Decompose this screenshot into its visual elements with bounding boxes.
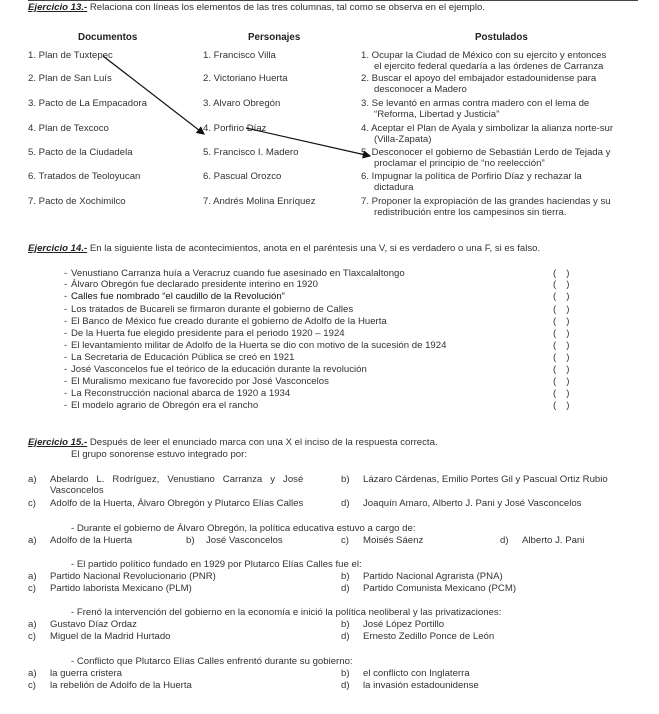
documento-2: 2. Plan de San Luís: [28, 73, 112, 84]
header-documentos: Documentos: [78, 32, 138, 43]
q1-stem: El grupo sonorense estuvo integrado por:: [71, 449, 247, 460]
ex14-item-4: -: [64, 304, 68, 315]
q1-option-b[interactable]: Lázaro Cárdenas, Emilio Portes Gil y Pascual Ortiz Rubio: [363, 474, 608, 485]
q4-d-letter: d): [341, 631, 350, 642]
answer-box-4[interactable]: ( ): [553, 304, 570, 315]
ex14-item-3: -: [64, 291, 68, 302]
arrow-doc1-to-pers4: [103, 56, 204, 134]
answer-box-8[interactable]: ( ): [553, 352, 570, 363]
q5-option-b[interactable]: el conflicto con Inglaterra: [363, 668, 470, 679]
ex14-item-7: -: [64, 340, 68, 351]
ex14-item-5: -: [64, 316, 68, 327]
personaje-5: 5. Francisco I. Madero: [203, 147, 299, 158]
q4-stem: - Frenó la intervención del gobierno en la economía e inició la política neoliberal y las privatizaciones:: [71, 607, 502, 618]
ex13-instruction: Relaciona con líneas los elementos de las tres columnas, tal como se observa en el ejemplo.: [87, 2, 486, 13]
q3-c-letter: c): [28, 583, 36, 594]
answer-box-11[interactable]: ( ): [553, 388, 570, 399]
q2-b-letter: b): [186, 535, 195, 546]
q2-d-letter: d): [500, 535, 509, 546]
q1-a-letter: a): [28, 474, 37, 485]
postulado-5-line-1: 5. Desconocer el gobierno de Sebastián Lerdo de Tejada y: [361, 147, 611, 158]
q5-stem: - Conflicto que Plutarco Elías Calles enfrentó durante su gobierno:: [71, 656, 353, 667]
ex14-item-3-text: Calles fue nombrado “el caudillo de la Revolución”: [71, 291, 285, 302]
q1-b-letter: b): [341, 474, 350, 485]
answer-box-5[interactable]: ( ): [553, 316, 570, 327]
q4-option-b[interactable]: José López Portillo: [363, 619, 445, 630]
example-arrows: [0, 0, 659, 240]
q1-option-a-cont: Vasconcelos: [50, 485, 104, 496]
q2-a-letter: a): [28, 535, 37, 546]
answer-box-2[interactable]: ( ): [553, 279, 570, 290]
personaje-6: 6. Pascual Orozco: [203, 171, 282, 182]
q1-d-letter: d): [341, 498, 350, 509]
ex14-item-10: -: [64, 376, 68, 387]
q5-a-letter: a): [28, 668, 37, 679]
q5-option-a[interactable]: la guerra cristera: [50, 668, 122, 679]
personaje-3: 3. Alvaro Obregón: [203, 98, 281, 109]
ex14-item-2-text: Álvaro Obregón fue declarado presidente interino en 1920: [71, 279, 318, 290]
ex14-item-12-text: El modelo agrario de Obregón era el rancho: [71, 400, 259, 411]
documento-5: 5. Pacto de la Ciudadela: [28, 147, 133, 158]
ex14-item-7-text: El levantamiento militar de Adolfo de la Huerta se dio con motivo de la sucesión de 1924: [71, 340, 447, 351]
q2-option-d[interactable]: Alberto J. Pani: [522, 535, 585, 546]
postulado-7-line-1: 7. Proponer la expropiación de las grandes haciendas y su: [361, 196, 611, 207]
ex14-item-11: -: [64, 388, 68, 399]
postulado-2-line-2: desconocer a Madero: [374, 84, 467, 95]
ex14-item-9: -: [64, 364, 68, 375]
personaje-7: 7. Andrés Molina Enríquez: [203, 196, 316, 207]
postulado-4-line-2: (Villa-Zapata): [374, 134, 432, 145]
answer-box-12[interactable]: ( ): [553, 400, 570, 411]
ex14-item-6-text: De la Huerta fue elegido presidente para el periodo 1920 – 1924: [71, 328, 345, 339]
arrow-pers4-to-post5: [246, 128, 370, 156]
answer-box-10[interactable]: ( ): [553, 376, 570, 387]
personaje-2: 2. Victoriano Huerta: [203, 73, 288, 84]
q2-c-letter: c): [341, 535, 349, 546]
documento-1: 1. Plan de Tuxtepec: [28, 50, 113, 61]
ex14-item-11-text: La Reconstrucción nacional abarca de 1920 a 1934: [71, 388, 291, 399]
postulado-7-line-2: redistribución entre los campesinos sin tierra.: [374, 207, 567, 218]
answer-box-6[interactable]: ( ): [553, 328, 570, 339]
answer-box-7[interactable]: ( ): [553, 340, 570, 351]
answer-box-3[interactable]: ( ): [553, 291, 570, 302]
q3-stem: - El partido político fundado en 1929 por Plutarco Elías Calles fue el:: [71, 559, 362, 570]
q2-option-c[interactable]: Moisés Sáenz: [363, 535, 424, 546]
postulado-3-line-1: 3. Se levantó en armas contra madero con el lema de: [361, 98, 590, 109]
ex14-item-5-text: El Banco de México fue creado durante el gobierno de Adolfo de la Huerta: [71, 316, 387, 327]
postulado-2-line-1: 2. Buscar el apoyo del embajador estadounidense para: [361, 73, 597, 84]
ex14-item-12: -: [64, 400, 68, 411]
postulado-6-line-1: 6. Impugnar la política de Porfirio Díaz y rechazar la: [361, 171, 582, 182]
header-postulados: Postulados: [475, 32, 528, 43]
ex15-label: Ejercicio 15.-: [28, 437, 88, 448]
q4-b-letter: b): [341, 619, 350, 630]
q3-option-c[interactable]: Partido laborista Mexicano (PLM): [50, 583, 192, 594]
q5-b-letter: b): [341, 668, 350, 679]
documento-3: 3. Pacto de La Empacadora: [28, 98, 147, 109]
q4-option-c[interactable]: Miguel de la Madrid Hurtado: [50, 631, 171, 642]
documento-4: 4. Plan de Texcoco: [28, 123, 109, 134]
q5-d-letter: d): [341, 680, 350, 691]
postulado-1-line-2: el ejercito federal quedaría a las órdenes de Carranza: [374, 61, 604, 72]
postulado-3-line-2: “Reforma, Libertad y Justicia”: [374, 109, 500, 120]
postulado-4-line-1: 4. Aceptar el Plan de Ayala y simbolizar la alianza norte-sur: [361, 123, 614, 134]
q5-option-d[interactable]: la invasión estadounidense: [363, 680, 479, 691]
q2-stem: - Durante el gobierno de Álvaro Obregón, la política educativa estuvo a cargo de:: [71, 523, 416, 534]
q1-c-letter: c): [28, 498, 36, 509]
ex14-label: Ejercicio 14.-: [28, 243, 88, 254]
documento-6: 6. Tratados de Teoloyucan: [28, 171, 141, 182]
q2-option-a[interactable]: Adolfo de la Huerta: [50, 535, 133, 546]
q5-c-letter: c): [28, 680, 36, 691]
q2-option-b[interactable]: José Vasconcelos: [206, 535, 283, 546]
q4-option-a[interactable]: Gustavo Díaz Ordaz: [50, 619, 137, 630]
ex14-instruction: En la siguiente lista de acontecimientos, anota en el paréntesis una V, si es verdadero o una F, si es falso.: [87, 243, 541, 254]
q3-b-letter: b): [341, 571, 350, 582]
q3-d-letter: d): [341, 583, 350, 594]
q4-option-d[interactable]: Ernesto Zedillo Ponce de León: [363, 631, 495, 642]
ex14-item-1: -: [64, 268, 68, 279]
q5-option-c[interactable]: la rebelión de Adolfo de la Huerta: [50, 680, 192, 691]
q4-c-letter: c): [28, 631, 36, 642]
ex14-item-4-text: Los tratados de Bucareli se firmaron durante el gobierno de Calles: [71, 304, 354, 315]
ex14-item-1-text: Venustiano Carranza huía a Veracruz cuando fue asesinado en Tlaxcalaltongo: [71, 268, 405, 279]
ex14-item-2: -: [64, 279, 68, 290]
q1-option-d[interactable]: Joaquín Amaro, Alberto J. Pani y José Vasconcelos: [363, 498, 582, 509]
q1-option-c[interactable]: Adolfo de la Huerta, Álvaro Obregón y Plutarco Elías Calles: [50, 498, 304, 509]
documento-7: 7. Pacto de Xochimilco: [28, 196, 126, 207]
ex14-item-8: -: [64, 352, 68, 363]
q1-option-a[interactable]: Abelardo L. Rodríguez, Venustiano Carranza y José: [50, 474, 304, 485]
answer-box-1[interactable]: ( ): [553, 268, 570, 279]
q3-option-a[interactable]: Partido Nacional Revolucionario (PNR): [50, 571, 216, 582]
ex14-item-8-text: La Secretaria de Educación Pública se creó en 1921: [71, 352, 295, 363]
q3-option-d[interactable]: Partido Comunista Mexicano (PCM): [363, 583, 517, 594]
postulado-5-line-2: proclamar el principio de “no reelección”: [374, 158, 545, 169]
personaje-4: 4. Porfirio Díaz: [203, 123, 267, 134]
postulado-6-line-2: dictadura: [374, 182, 414, 193]
ex15-heading: [28, 437, 438, 448]
ex14-item-6: -: [64, 328, 68, 339]
q3-option-b[interactable]: Partido Nacional Agrarista (PNA): [363, 571, 503, 582]
personaje-1: 1. Francisco Villa: [203, 50, 276, 61]
ex14-item-9-text: José Vasconcelos fue el teórico de la educación durante la revolución: [71, 364, 367, 375]
q4-a-letter: a): [28, 619, 37, 630]
ex13-label: Ejercicio 13.-: [28, 2, 88, 13]
ex14-item-10-text: El Muralismo mexicano fue favorecido por José Vasconcelos: [71, 376, 329, 387]
ex15-instruction: Después de leer el enunciado marca con una X el inciso de la respuesta correcta.: [87, 437, 438, 448]
answer-box-9[interactable]: ( ): [553, 364, 570, 375]
header-personajes: Personajes: [248, 32, 301, 43]
postulado-1-line-1: 1. Ocupar la Ciudad de México con su ejercito y entonces: [361, 50, 607, 61]
ex14-heading: [28, 243, 540, 254]
q3-a-letter: a): [28, 571, 37, 582]
